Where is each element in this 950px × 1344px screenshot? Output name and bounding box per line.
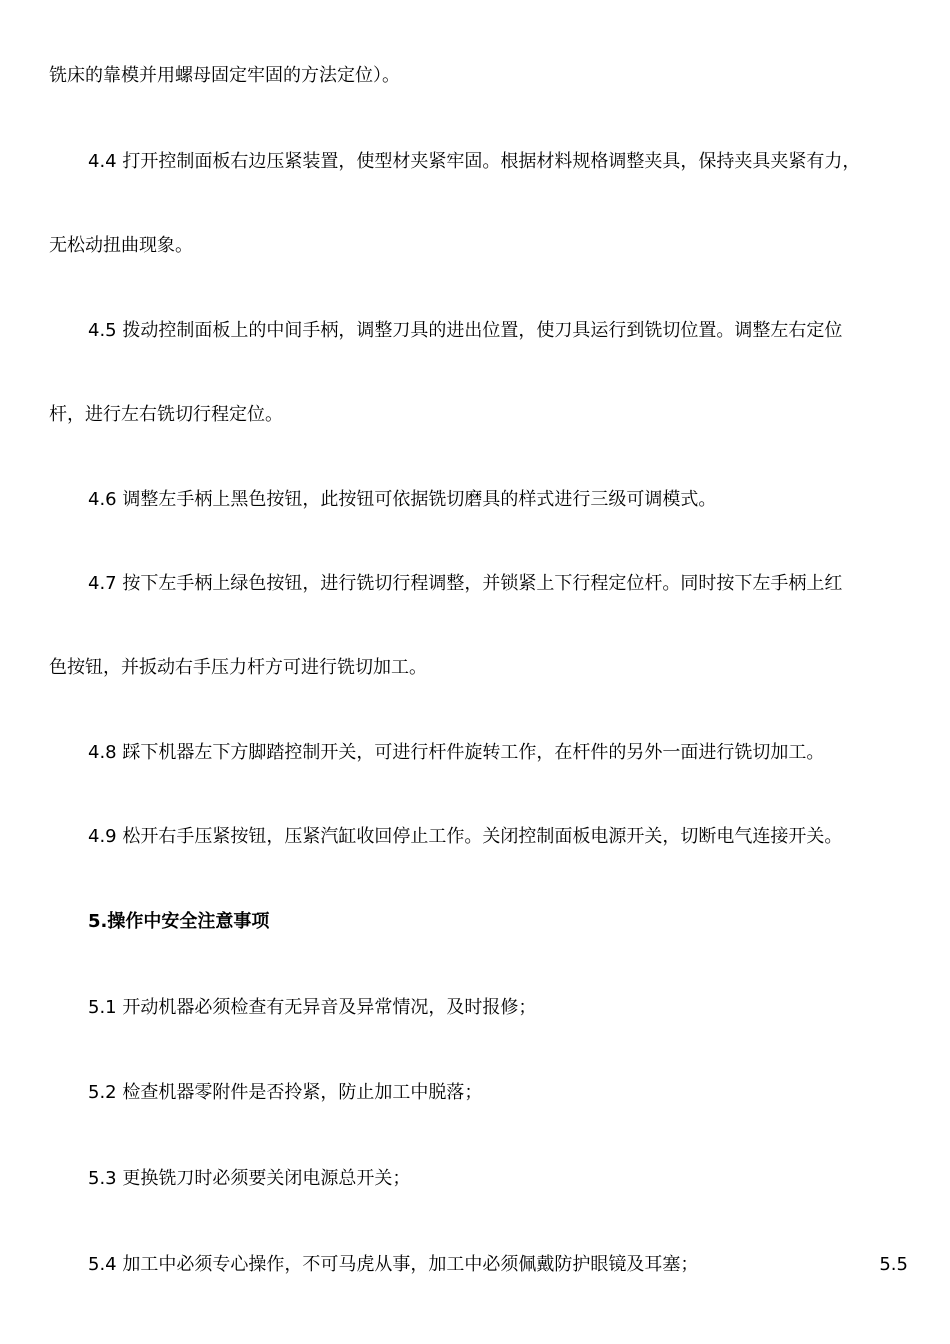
section-5-item-5-3: 5.3 更换铣刀时必须要关闭电源总开关； bbox=[88, 1168, 411, 1189]
paragraph-4-4-line-1: 4.4 打开控制面板右边压紧装置，使型材夹紧牢固。根据材料规格调整夹具，保持夹具夹紧有力， bbox=[88, 151, 861, 172]
section-5-item-5-1: 5.1 开动机器必须检查有无异音及异常情况，及时报修； bbox=[88, 997, 537, 1018]
paragraph-4-6-line-1: 4.6 调整左手柄上黑色按钮，此按钮可依据铣切磨具的样式进行三级可调模式。 bbox=[88, 489, 717, 510]
section-5-item-5-5-start: 5.5 bbox=[879, 1254, 908, 1275]
paragraph-4-5-line-2: 杆，进行左右铣切行程定位。 bbox=[49, 404, 283, 425]
section-5-heading: 5.操作中安全注意事项 bbox=[88, 911, 270, 932]
paragraph-4-5-line-1: 4.5 拨动控制面板上的中间手柄，调整刀具的进出位置，使刀具运行到铣切位置。调整左右定位 bbox=[88, 320, 843, 341]
paragraph-4-9-line-1: 4.9 松开右手压紧按钮，压紧汽缸收回停止工作。关闭控制面板电源开关，切断电气连接开关。 bbox=[88, 826, 843, 847]
paragraph-4-4-line-2: 无松动扭曲现象。 bbox=[49, 235, 193, 256]
section-5-item-5-4: 5.4 加工中必须专心操作，不可马虎从事，加工中必须佩戴防护眼镜及耳塞； bbox=[88, 1254, 699, 1275]
paragraph-4-7-line-2: 色按钮，并扳动右手压力杆方可进行铣切加工。 bbox=[49, 657, 427, 678]
paragraph-4-7-line-1: 4.7 按下左手柄上绿色按钮，进行铣切行程调整，并锁紧上下行程定位杆。同时按下左手柄上红 bbox=[88, 573, 843, 594]
paragraph-line: 铣床的靠模并用螺母固定牢固的方法定位）。 bbox=[49, 65, 400, 86]
paragraph-4-8-line-1: 4.8 踩下机器左下方脚踏控制开关，可进行杆件旋转工作，在杆件的另外一面进行铣切加工。 bbox=[88, 742, 825, 763]
section-5-item-5-4-row bbox=[88, 1253, 908, 1277]
section-5-item-5-2: 5.2 检查机器零附件是否拎紧，防止加工中脱落； bbox=[88, 1082, 483, 1103]
